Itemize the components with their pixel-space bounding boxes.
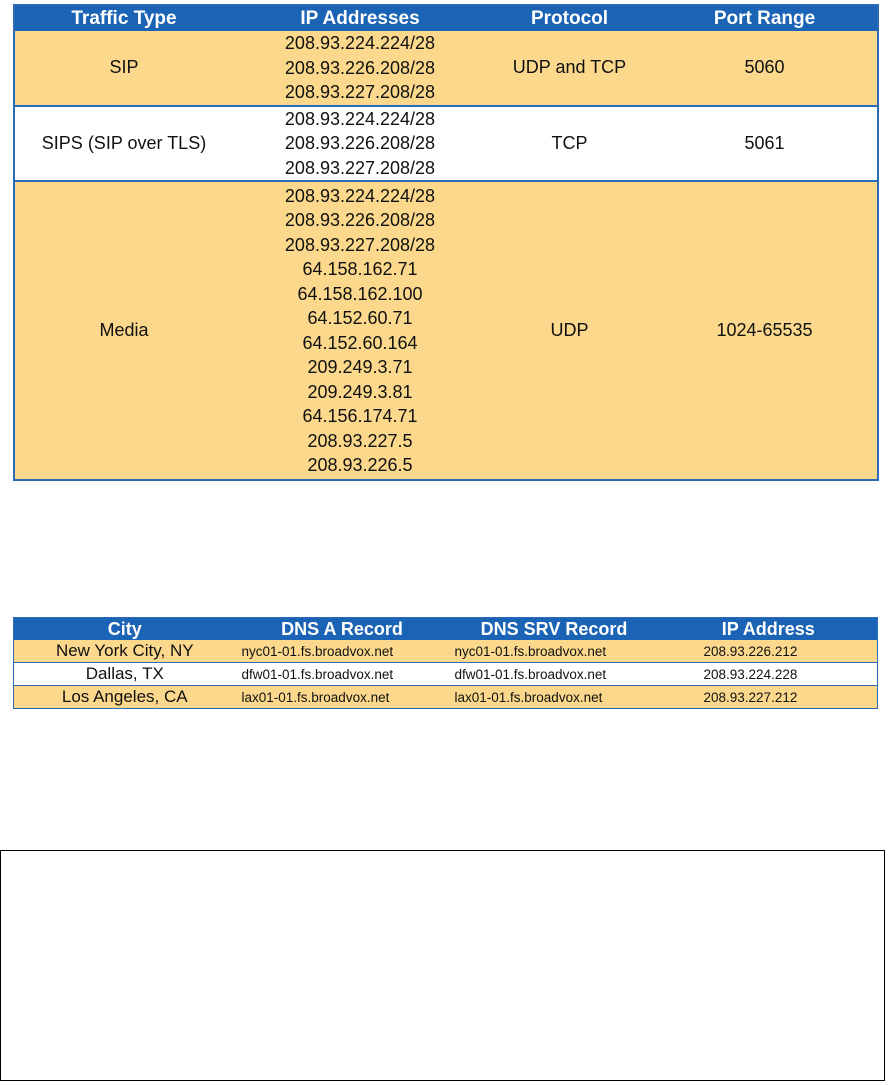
ip-addresses-cell <box>233 31 487 106</box>
ip-address-cell: 208.93.224.228 <box>660 663 878 686</box>
table-row <box>14 686 878 709</box>
ip-address: 208.93.226.208/28 <box>284 210 436 230</box>
ip-list <box>233 31 487 105</box>
ip-address: 208.93.227.208/28 <box>284 157 436 178</box>
dns-srv-record-cell: dfw01-01.fs.broadvox.net <box>449 663 660 686</box>
ip-address: 208.93.224.224/28 <box>284 185 436 206</box>
traffic-type-cell: SIPS (SIP over TLS) <box>14 106 233 182</box>
ip-address: 208.93.224.224/28 <box>284 108 436 129</box>
header-protocol: Protocol <box>487 5 652 31</box>
ip-address-cell: 208.93.226.212 <box>660 640 878 663</box>
ip-list <box>233 107 487 181</box>
header-city: City <box>14 618 236 641</box>
header-dns-a-record: DNS A Record <box>236 618 449 641</box>
ip-address: 64.152.60.164 <box>302 332 418 353</box>
header-port-range: Port Range <box>652 5 878 31</box>
header-ip-address: IP Address <box>660 618 878 641</box>
traffic-type-table <box>13 4 879 481</box>
port-range-cell: 5061 <box>652 106 878 182</box>
traffic-type-cell: Media <box>14 181 233 480</box>
ip-address: 208.93.227.5 <box>307 430 413 451</box>
ip-addresses-cell <box>233 181 487 480</box>
dns-srv-record-cell: nyc01-01.fs.broadvox.net <box>449 640 660 663</box>
dns-a-record-cell: dfw01-01.fs.broadvox.net <box>236 663 449 686</box>
ip-list <box>233 184 487 478</box>
protocol-cell: UDP <box>487 181 652 480</box>
dns-a-record-cell: nyc01-01.fs.broadvox.net <box>236 640 449 663</box>
ip-address: 208.93.227.208/28 <box>284 234 436 255</box>
dns-srv-record-cell: lax01-01.fs.broadvox.net <box>449 686 660 709</box>
table-row <box>14 640 878 663</box>
ip-address: 209.249.3.81 <box>307 381 413 402</box>
ip-address: 64.158.162.71 <box>302 259 418 279</box>
city-cell: Los Angeles, CA <box>14 686 236 709</box>
ip-address: 64.152.60.71 <box>307 308 413 328</box>
dns-a-record-cell: lax01-01.fs.broadvox.net <box>236 686 449 709</box>
port-range-cell: 1024-65535 <box>652 181 878 480</box>
city-table-header-row <box>14 618 878 641</box>
ip-address: 209.249.3.71 <box>307 357 413 377</box>
ip-address-cell: 208.93.227.212 <box>660 686 878 709</box>
ip-address: 64.158.162.100 <box>297 283 423 304</box>
port-range-cell: 5060 <box>652 31 878 106</box>
ip-addresses-cell <box>233 106 487 182</box>
traffic-type-cell: SIP <box>14 31 233 106</box>
city-cell: Dallas, TX <box>14 663 236 686</box>
protocol-cell: UDP and TCP <box>487 31 652 106</box>
header-traffic-type: Traffic Type <box>14 5 233 31</box>
table-row <box>14 663 878 686</box>
traffic-table-header-row <box>14 5 878 31</box>
empty-bordered-box <box>0 850 885 1081</box>
ip-address: 208.93.227.208/28 <box>284 82 436 102</box>
header-dns-srv-record: DNS SRV Record <box>449 618 660 641</box>
table-row <box>14 181 878 480</box>
header-ip-addresses: IP Addresses <box>233 5 487 31</box>
table-row <box>14 31 878 106</box>
ip-address: 208.93.226.208/28 <box>284 133 436 153</box>
city-cell: New York City, NY <box>14 640 236 663</box>
protocol-cell: TCP <box>487 106 652 182</box>
table-row <box>14 106 878 182</box>
ip-address: 64.156.174.71 <box>302 406 418 426</box>
ip-address: 208.93.226.5 <box>307 455 413 475</box>
ip-address: 208.93.226.208/28 <box>284 57 436 78</box>
ip-address: 208.93.224.224/28 <box>284 33 436 53</box>
city-dns-table <box>13 617 878 709</box>
